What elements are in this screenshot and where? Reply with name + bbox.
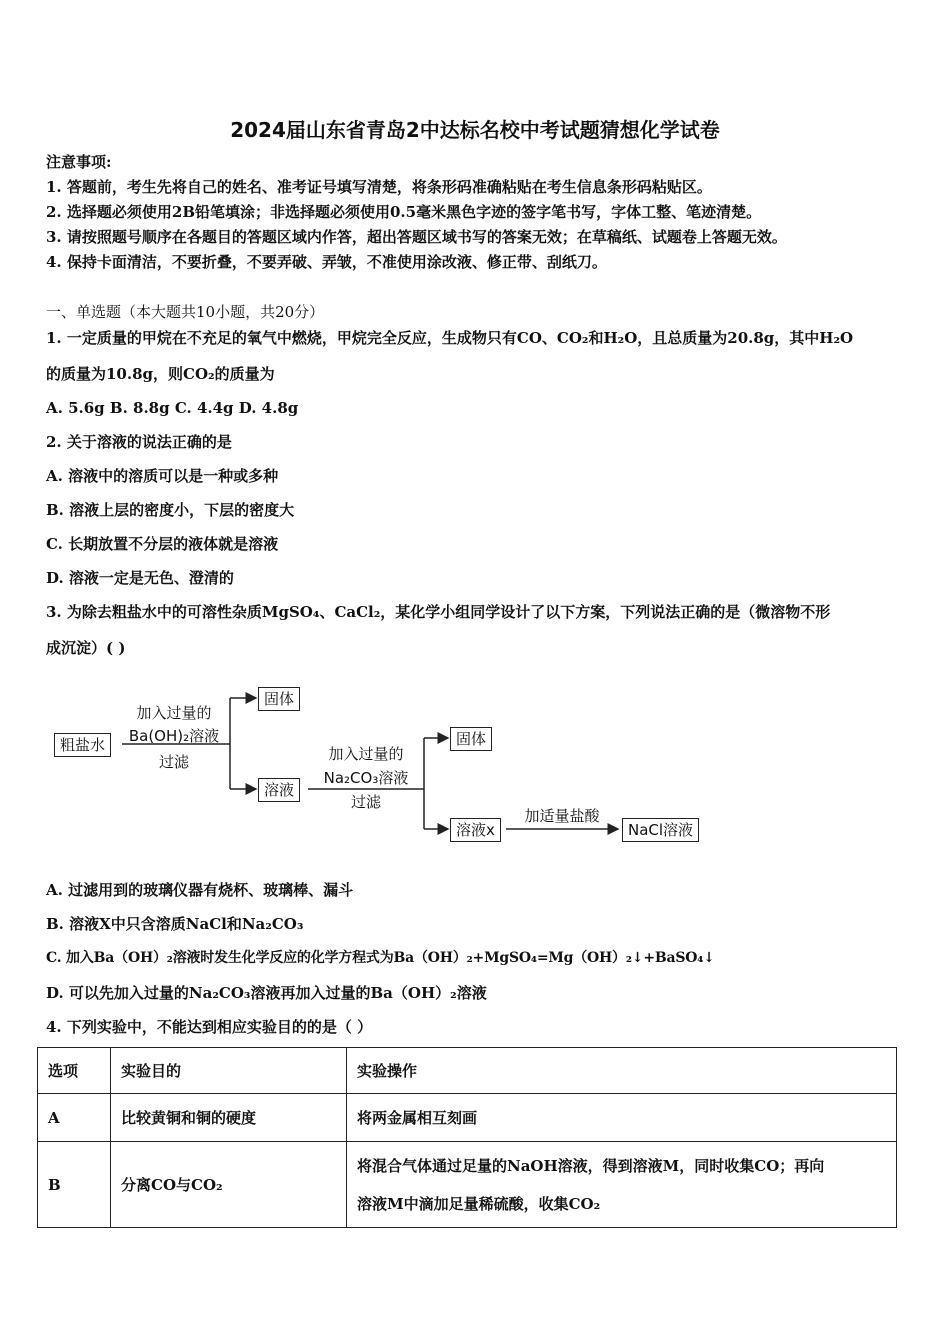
row-operation-line: 溶液M中滴加足量稀硫酸，收集CO₂: [357, 1194, 601, 1213]
header-option: 选项: [38, 1048, 111, 1094]
table-row: [38, 1142, 897, 1228]
q2-stem: 2. 关于溶液的说法正确的是: [46, 433, 232, 451]
crude-brine-box: 粗盐水: [54, 733, 111, 757]
header-operation: 实验操作: [347, 1048, 897, 1094]
q2-option: A. 溶液中的溶质可以是一种或多种: [46, 467, 279, 485]
q1-stem: 1. 一定质量的甲烷在不充足的氧气中燃烧，甲烷完全反应，生成物只有CO、CO₂和H₂O，且总质量为20.8g，其中H₂O: [46, 329, 854, 347]
step2-reagent: 加入过量的: [328, 745, 404, 763]
q1-stem-cont: 的质量为10.8g，则CO₂的质量为: [46, 365, 275, 383]
step2-filter: 过滤: [350, 793, 381, 811]
q3-option: A. 过滤用到的玻璃仪器有烧杯、玻璃棒、漏斗: [46, 881, 354, 899]
step3-reagent: 加适量盐酸: [524, 807, 600, 825]
experiment-table: [37, 1047, 897, 1228]
row-option: B: [38, 1142, 111, 1228]
step1-filter: 过滤: [158, 753, 189, 771]
step1-reagent-name: Ba(OH)₂溶液: [128, 727, 220, 745]
row-operation: 将两金属相互刻画: [347, 1094, 897, 1142]
q4-stem: 4. 下列实验中，不能达到相应实验目的的是（ ）: [46, 1018, 373, 1036]
notice-heading: 注意事项:: [46, 153, 112, 171]
row-purpose: 分离CO与CO₂: [111, 1142, 347, 1228]
q3-option: B. 溶液X中只含溶质NaCl和Na₂CO₃: [46, 915, 304, 933]
notice-item: 1. 答题前，考生先将自己的姓名、准考证号填写清楚，将条形码准确粘贴在考生信息条形码粘贴区。: [46, 178, 712, 196]
row-purpose: 比较黄铜和铜的硬度: [111, 1094, 347, 1142]
q3-option: D. 可以先加入过量的Na₂CO₃溶液再加入过量的Ba（OH）₂溶液: [46, 984, 487, 1002]
notice-item: 2. 选择题必须使用2B铅笔填涂；非选择题必须使用0.5毫米黑色字迹的签字笔书写，字体工整、笔迹清楚。: [46, 203, 762, 221]
filtrate1-box: 溶液: [258, 778, 300, 802]
q2-option: C. 长期放置不分层的液体就是溶液: [46, 535, 279, 553]
nacl-solution-box: NaCl溶液: [622, 818, 699, 842]
step2-reagent-name: Na₂CO₃溶液: [323, 769, 409, 787]
table-header-row: [38, 1048, 897, 1094]
solid1-box: 固体: [258, 687, 300, 711]
q1-options: A. 5.6g B. 8.8g C. 4.4g D. 4.8g: [46, 399, 299, 417]
q2-option: B. 溶液上层的密度小，下层的密度大: [46, 501, 295, 519]
q3-option: C. 加入Ba（OH）₂溶液时发生化学反应的化学方程式为Ba（OH）₂+MgSO₄=Mg（OH）₂↓+BaSO₄↓: [46, 950, 715, 966]
row-operation-line: 将混合气体通过足量的NaOH溶液，得到溶液M，同时收集CO；再向: [357, 1156, 825, 1175]
table-row: [38, 1094, 897, 1142]
notice-item: 4. 保持卡面清洁，不要折叠，不要弄破、弄皱，不准使用涂改液、修正带、刮纸刀。: [46, 253, 607, 271]
row-option: A: [38, 1094, 111, 1142]
row-operation: [347, 1142, 897, 1228]
filtrate-x-box: 溶液x: [450, 818, 501, 842]
exam-title: 2024届山东省青岛2中达标名校中考试题猜想化学试卷: [230, 118, 720, 142]
purification-flowchart: [52, 682, 712, 852]
section-heading: 一、单选题（本大题共10小题，共20分）: [46, 303, 325, 321]
step1-reagent: 加入过量的: [136, 704, 212, 722]
header-purpose: 实验目的: [111, 1048, 347, 1094]
q3-stem-cont: 成沉淀）( ): [46, 639, 126, 657]
q3-stem: 3. 为除去粗盐水中的可溶性杂质MgSO₄、CaCl₂，某化学小组同学设计了以下方案，下列说法正确的是（微溶物不形: [46, 603, 831, 621]
solid2-box: 固体: [450, 727, 492, 751]
q2-option: D. 溶液一定是无色、澄清的: [46, 569, 234, 587]
notice-item: 3. 请按照题号顺序在各题目的答题区域内作答，超出答题区域书写的答案无效；在草稿纸、试题卷上答题无效。: [46, 228, 787, 246]
